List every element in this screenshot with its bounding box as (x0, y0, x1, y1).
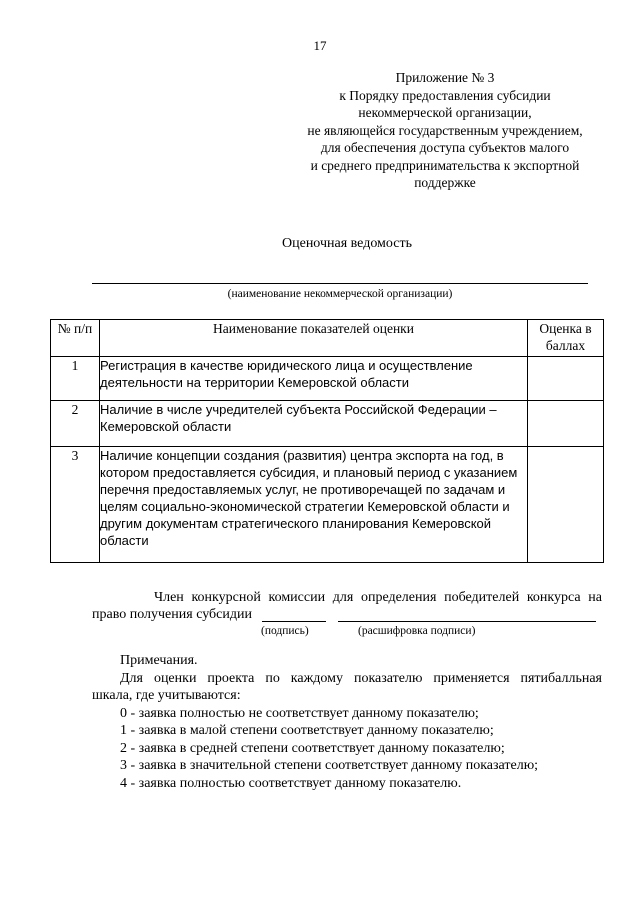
organization-name-caption: (наименование некоммерческой организации) (227, 288, 453, 300)
row-number: 2 (51, 401, 100, 447)
appendix-heading (278, 69, 612, 192)
appendix-line: поддержке (414, 175, 476, 190)
page-number: 17 (313, 38, 327, 53)
notes-intro-continued: шкала, где учитываются: (92, 688, 241, 703)
appendix-line: не являющейся государственным учреждением, (307, 122, 583, 138)
notes-item: 3 - заявка в значительной степени соответствует данному показателю; (120, 758, 539, 773)
subsidy-right-label: право получения субсидии (92, 607, 252, 622)
appendix-line: некоммерческой организации, (358, 105, 532, 120)
notes-item: 0 - заявка полностью не соответствует данному показателю; (120, 705, 479, 721)
row-number: 3 (51, 447, 100, 563)
row-indicator: Наличие в числе учредителей субъекта Российской Федерации – Кемеровской области (100, 401, 528, 447)
notes-item: 1 - заявка в малой степени соответствует данному показателю; (120, 723, 494, 738)
table-row (51, 401, 604, 447)
notes-heading: Примечания. (120, 653, 198, 668)
row-number: 1 (51, 357, 100, 401)
notes-item: 4 - заявка полностью соответствует данному показателю. (120, 775, 462, 791)
organization-name-blank (92, 283, 588, 284)
signature-decoding-caption: (расшифровка подписи) (358, 625, 476, 637)
appendix-line: и среднего предпринимательства к экспортной (310, 157, 580, 173)
appendix-line: к Порядку предоставления субсидии (339, 87, 551, 103)
row-score-cell[interactable] (528, 447, 604, 563)
table-row (51, 357, 604, 401)
row-indicator: Наличие концепции создания (развития) центра экспорта на год, в котором предоставляется субсидия, и плановый период с указанием перечня предоставляемых услуг, не противоречащей по задачам и целям социально-экономической стратегии Кемеровской области и другим документам стратегического планирования Кемеровской области (100, 447, 528, 563)
appendix-line: Приложение № 3 (395, 70, 495, 85)
notes-item: 2 - заявка в средней степени соответствует данному показателю; (120, 740, 505, 756)
table-row (51, 447, 604, 563)
signature-caption: (подпись) (261, 625, 309, 637)
table-header-row (51, 320, 604, 357)
row-indicator: Регистрация в качестве юридического лица и осуществление деятельности на территории Кемеровской области (100, 357, 528, 401)
row-score-cell[interactable] (528, 401, 604, 447)
commission-member-line: Член конкурсной комиссии для определения победителей конкурса на (154, 590, 602, 605)
notes-intro: Для оценки проекта по каждому показателю применяется пятибалльная (120, 670, 602, 686)
evaluation-table (50, 319, 604, 563)
row-score-cell[interactable] (528, 357, 604, 401)
header-indicator: Наименование показателей оценки (100, 320, 528, 357)
appendix-line: для обеспечения доступа субъектов малого (320, 140, 570, 155)
header-number: № п/п (51, 320, 100, 357)
signature-blank[interactable] (262, 621, 326, 622)
document-title: Оценочная ведомость (282, 236, 412, 251)
notes-section (92, 652, 602, 792)
header-score: Оценка в баллах (528, 320, 604, 357)
signature-decoding-blank[interactable] (338, 621, 596, 622)
